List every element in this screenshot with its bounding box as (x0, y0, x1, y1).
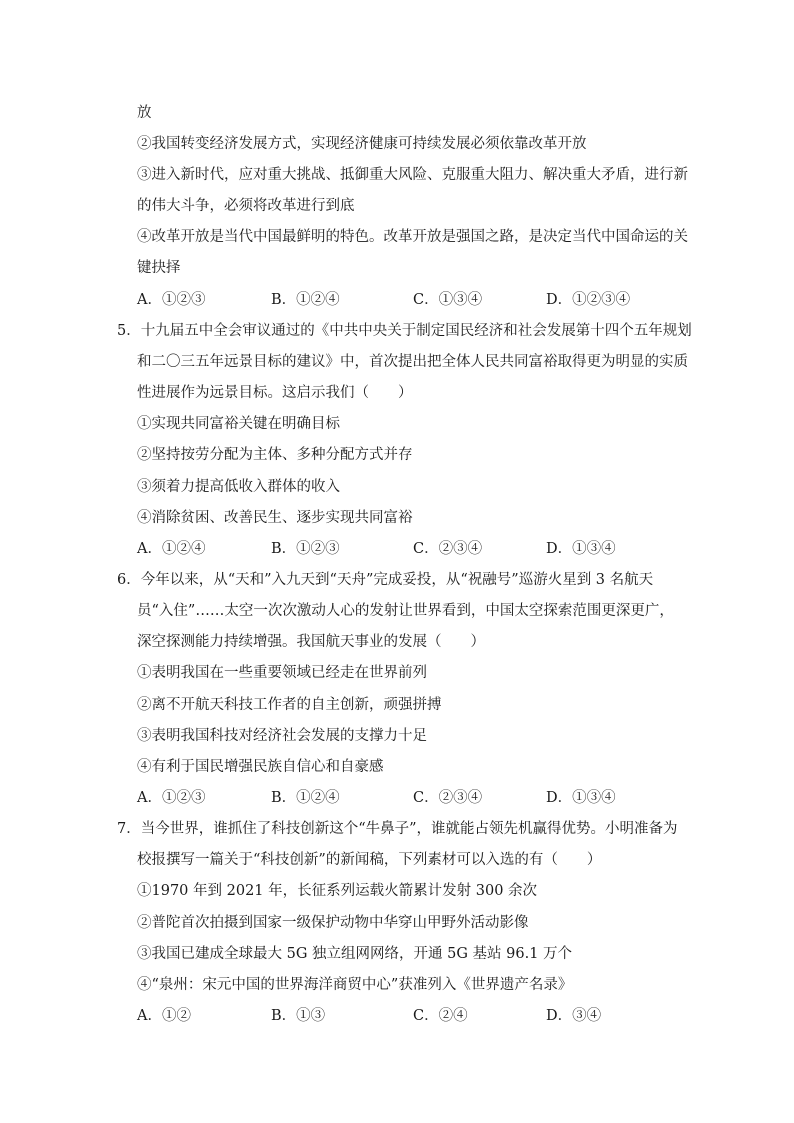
q7-option-d[interactable]: D．③④ (546, 1008, 602, 1024)
q6-stem-line-1: 6．今年以来，从“天和”入九天到“天舟”完成妥投，从“祝融号”巡游火星到 3 名航天 (117, 572, 654, 588)
q7-option-a[interactable]: A．①② (137, 1008, 191, 1024)
q4-statement-3: ③进入新时代，应对重大挑战、抵御重大风险、克服重大阻力、解决重大矛盾，进行新 (137, 167, 688, 183)
q6-stem-line-2: 员“入住”……太空一次次激动人心的发射让世界看到，中国太空探索范围更深更广， (137, 603, 674, 619)
q5-option-d[interactable]: D．①③④ (546, 541, 616, 557)
q7-statement-2: ②普陀首次拍摄到国家一级保护动物中华穿山甲野外活动影像 (137, 915, 529, 931)
q6-stem-line-3: 深空探测能力持续增强。我国航天事业的发展（ ） (137, 634, 485, 650)
q5-statement-2: ②坚持按劳分配为主体、多种分配方式并存 (137, 447, 413, 463)
q6-option-b[interactable]: B．①②④ (271, 790, 340, 806)
q4-option-d[interactable]: D．①②③④ (546, 292, 631, 308)
q7-statement-3: ③我国已建成全球最大 5G 独立组网网络，开通 5G 基站 96.1 万个 (137, 946, 573, 962)
q6-option-d[interactable]: D．①③④ (546, 790, 616, 806)
q6-option-c[interactable]: C．②③④ (413, 790, 483, 806)
q5-statement-3: ③须着力提高低收入群体的收入 (137, 479, 340, 495)
q7-stem-line-1: 7．当今世界，谁抓住了科技创新这个“牛鼻子”，谁就能占领先机赢得优势。小明准备为 (117, 821, 678, 837)
q4-statement-4-cont: 键抉择 (137, 260, 181, 276)
q6-statement-3: ③表明我国科技对经济社会发展的支撑力十足 (137, 728, 427, 744)
q5-statement-4: ④消除贫困、改善民生、逐步实现共同富裕 (137, 510, 413, 526)
q7-statement-1: ①1970 年到 2021 年，长征系列运载火箭累计发射 300 余次 (137, 883, 538, 899)
q4-option-c[interactable]: C．①③④ (413, 292, 483, 308)
q5-option-b[interactable]: B．①②③ (271, 541, 340, 557)
q5-option-a[interactable]: A．①②④ (137, 541, 206, 557)
q7-stem-line-2: 校报撰写一篇关于“科技创新”的新闻稿，下列素材可以入选的有（ ） (137, 852, 602, 868)
q6-option-a[interactable]: A．①②③ (137, 790, 206, 806)
q6-statement-4: ④有利于国民增强民族自信心和自豪感 (137, 759, 384, 775)
q6-statement-2: ②离不开航天科技工作者的自主创新，顽强拼搏 (137, 697, 442, 713)
q7-statement-4: ④“泉州：宋元中国的世界海洋商贸中心”获准列入《世界遗产名录》 (137, 977, 573, 993)
q4-continued-text: 放 (137, 105, 152, 121)
q4-option-a[interactable]: A．①②③ (137, 292, 206, 308)
q7-option-b[interactable]: B．①③ (271, 1008, 326, 1024)
q6-statement-1: ①表明我国在一些重要领域已经走在世界前列 (137, 665, 427, 681)
q4-statement-4: ④改革开放是当代中国最鲜明的特色。改革开放是强国之路，是决定当代中国命运的关 (137, 229, 688, 245)
q5-stem-line-1: 5．十九届五中全会审议通过的《中共中央关于制定国民经济和社会发展第十四个五年规划 (117, 323, 692, 339)
q4-option-b[interactable]: B．①②④ (271, 292, 340, 308)
q7-option-c[interactable]: C．②④ (413, 1008, 468, 1024)
q4-statement-2: ②我国转变经济发展方式，实现经济健康可持续发展必须依靠改革开放 (137, 136, 587, 152)
q5-stem-line-2: 和二〇三五年远景目标的建议》中，首次提出把全体人民共同富裕取得更为明显的实质 (137, 354, 688, 370)
q5-statement-1: ①实现共同富裕关键在明确目标 (137, 416, 340, 432)
q4-statement-3-cont: 的伟大斗争，必须将改革进行到底 (137, 198, 355, 214)
q5-stem-line-3: 性进展作为远景目标。这启示我们（ ） (137, 385, 413, 401)
q5-option-c[interactable]: C．②③④ (413, 541, 483, 557)
